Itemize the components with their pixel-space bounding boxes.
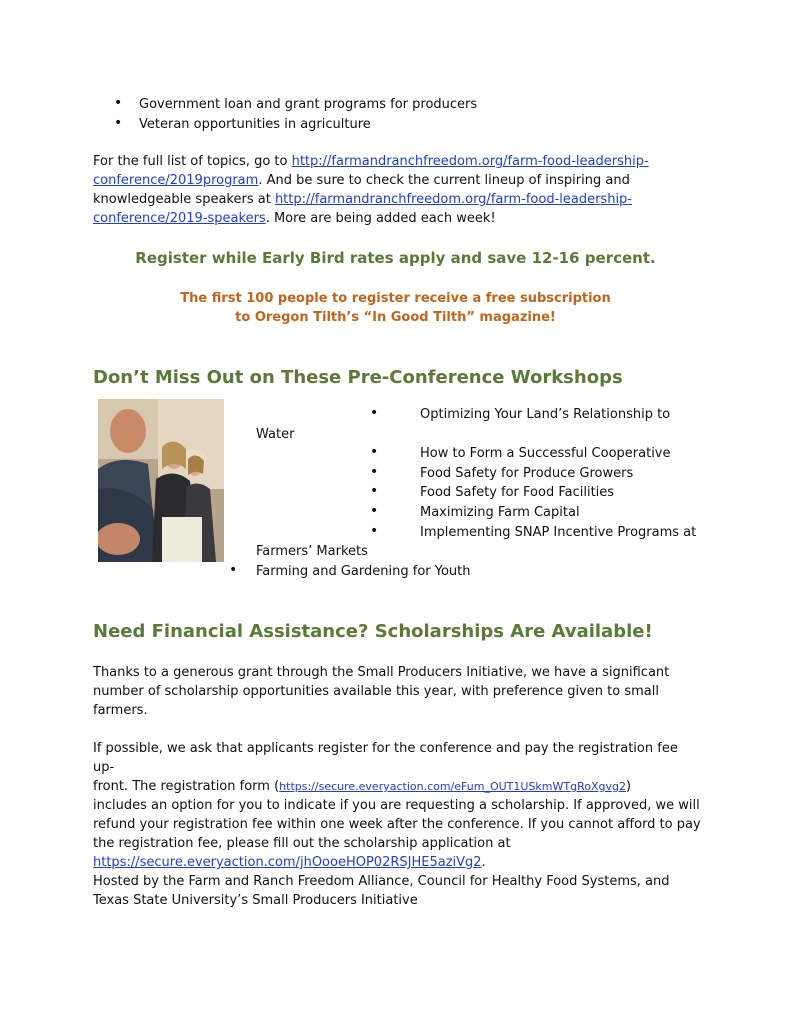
text-line: Hosted by the Farm and Ranch Freedom Alliance, Council for Healthy Food Systems, and (93, 874, 670, 889)
promo-line: to Oregon Tilth’s “In Good Tilth” magazine! (235, 310, 556, 325)
text-line: Texas State University’s Small Producers Initiative (93, 893, 418, 908)
registration-form-link[interactable]: https://secure.everyaction.com/eFum_OUT1USkmWTgRoXgvg2 (279, 780, 626, 793)
scholarship-application-link[interactable]: https://secure.everyaction.com/jhOooeHOP02RSJHE5aziVg2 (93, 855, 482, 870)
workshop-item: Maximizing Farm Capital (420, 505, 580, 520)
workshop-item: Implementing SNAP Incentive Programs at (420, 525, 697, 540)
text-line: includes an option for you to indicate if you are requesting a scholarship. If approved, we will (93, 798, 700, 813)
bullet-icon: • (370, 464, 379, 480)
text-line: If possible, we ask that applicants register for the conference and pay the registration fee up- (93, 741, 678, 775)
promo-line: The first 100 people to register receive a free subscription (180, 291, 611, 306)
early-bird-banner: Register while Early Bird rates apply and save 12-16 percent. (135, 249, 656, 267)
text-line: . (481, 855, 486, 870)
speakers-link[interactable]: http://farmandranchfreedom.org/farm-food-leadership- (274, 192, 632, 207)
bullet-icon: • (229, 562, 238, 578)
topics-text: . More are being added each week! (265, 211, 496, 226)
list-item-text: Government loan and grant programs for producers (139, 97, 478, 112)
promo-text (0, 289, 791, 327)
scholarships-heading: Need Financial Assistance? Scholarships Are Available! (93, 621, 653, 642)
scholarship-paragraph (93, 663, 693, 720)
workshop-item: Food Safety for Food Facilities (420, 485, 615, 500)
text-line: front. The registration form ( (93, 779, 280, 794)
topics-text: knowledgeable speakers at (93, 192, 275, 207)
list-item-text: Veteran opportunities in agriculture (139, 117, 371, 132)
workshop-item: Farming and Gardening for Youth (256, 564, 471, 579)
bullet-icon: • (370, 483, 379, 499)
topics-text: . And be sure to check the current lineup of inspiring and (258, 173, 630, 188)
conference-attendees-photo (98, 399, 224, 562)
bullet-icon: • (370, 503, 379, 519)
bullet-icon: • (370, 523, 379, 539)
text-line: refund your registration fee within one week after the conference. If you cannot afford to pay (93, 817, 701, 832)
text-line: number of scholarship opportunities available this year, with preference given to small (93, 684, 659, 699)
topics-intro: For the full list of topics, go to (93, 154, 292, 169)
text-line: ) (625, 779, 632, 794)
text-line: farmers. (93, 703, 148, 718)
bullet-icon: • (114, 95, 123, 111)
workshops-heading: Don’t Miss Out on These Pre-Conference Workshops (93, 367, 623, 388)
speakers-link-cont[interactable]: conference/2019-speakers (93, 211, 266, 226)
topics-paragraph (93, 152, 693, 228)
hosted-by (93, 872, 693, 910)
text-line: the registration fee, please fill out the scholarship application at (93, 836, 511, 851)
registration-paragraph (93, 739, 703, 872)
workshop-item: Optimizing Your Land’s Relationship to (420, 407, 671, 422)
workshop-item: How to Form a Successful Cooperative (420, 446, 671, 461)
program-link-cont[interactable]: conference/2019program (93, 173, 259, 188)
workshop-item: Water (256, 427, 295, 442)
bullet-icon: • (370, 405, 379, 421)
program-link[interactable]: http://farmandranchfreedom.org/farm-food-leadership- (291, 154, 649, 169)
workshop-item: Farmers’ Markets (256, 544, 368, 559)
workshop-item: Food Safety for Produce Growers (420, 466, 634, 481)
text-line: Thanks to a generous grant through the Small Producers Initiative, we have a significant (93, 665, 670, 680)
bullet-icon: • (370, 444, 379, 460)
bullet-icon: • (114, 115, 123, 131)
